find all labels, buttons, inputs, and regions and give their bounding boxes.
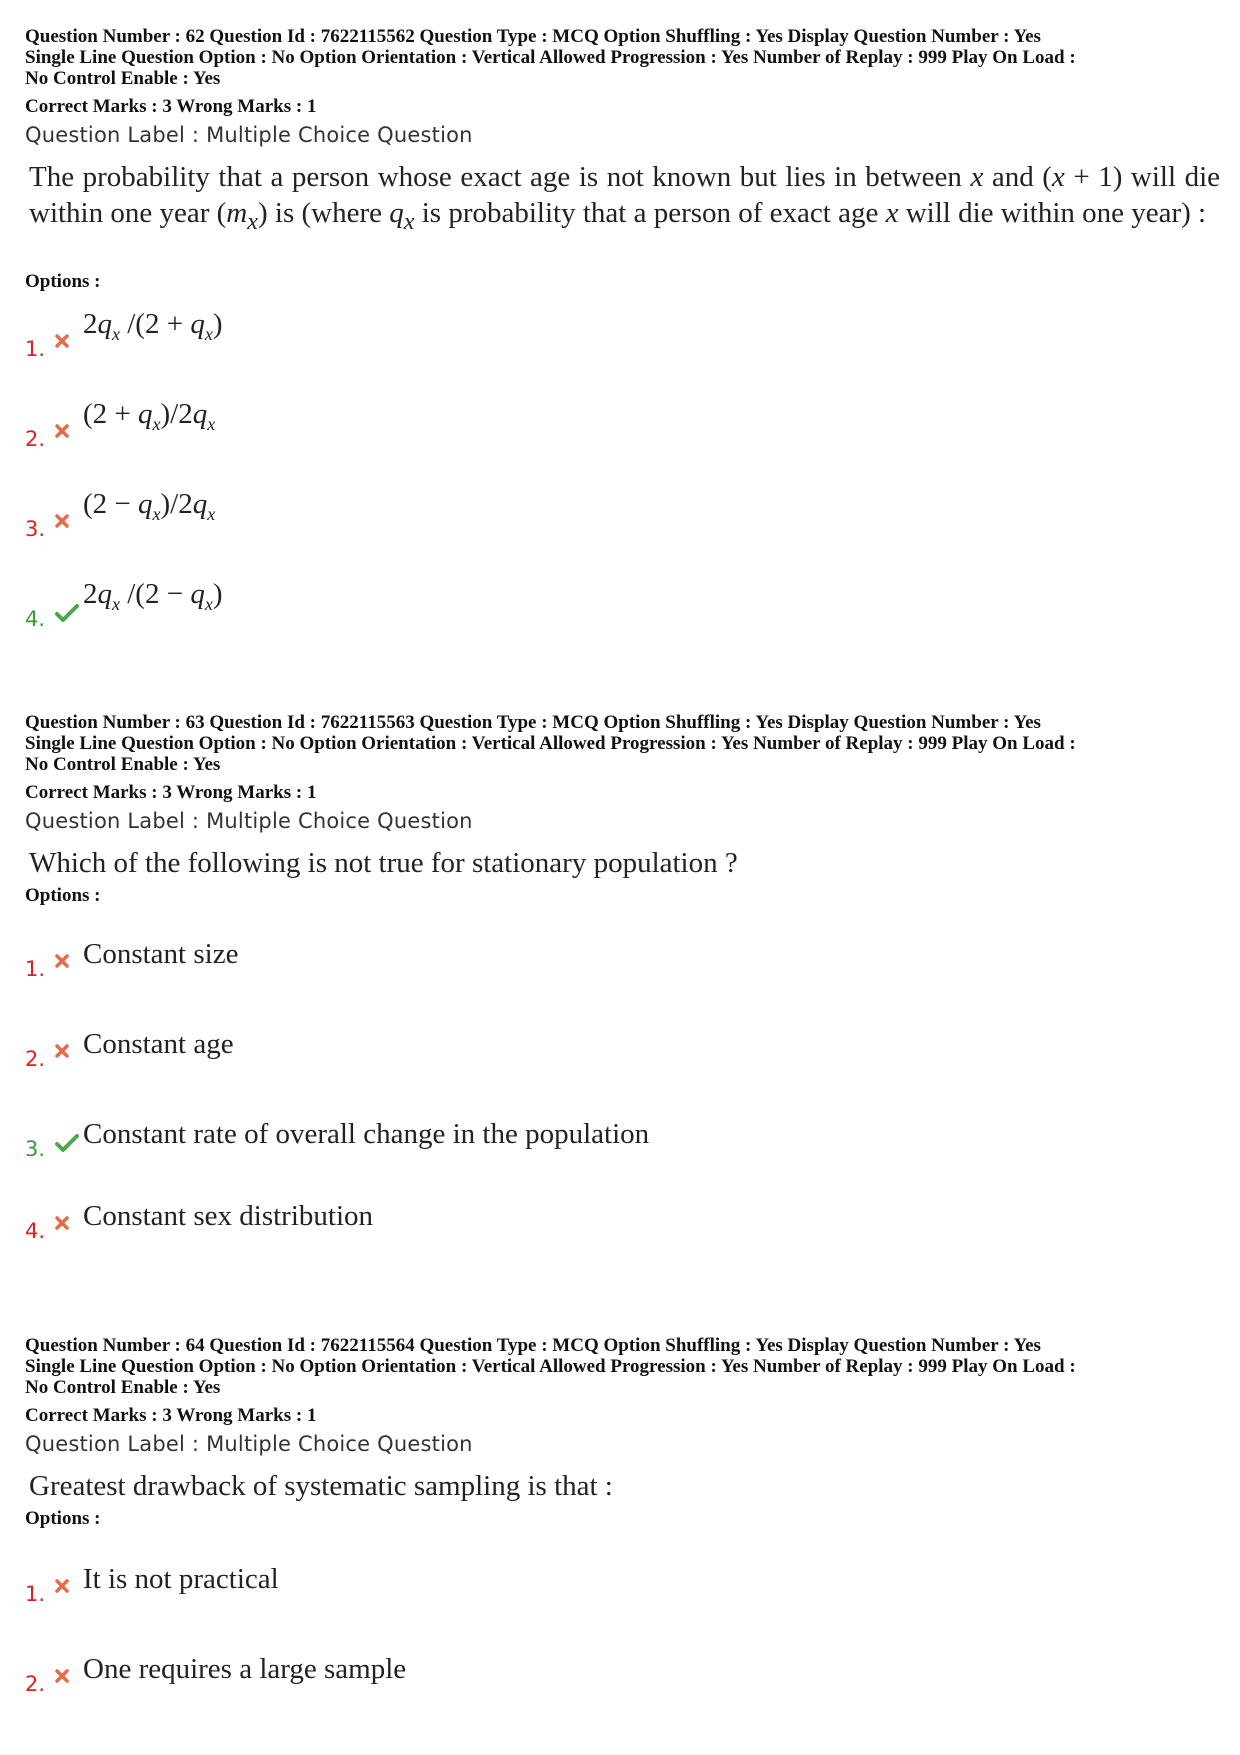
option-number: 1. — [25, 957, 46, 981]
option-item[interactable] — [25, 308, 223, 361]
question-block-62 — [25, 26, 1220, 293]
cross-icon — [55, 420, 83, 450]
option-item[interactable] — [25, 1120, 649, 1160]
option-number: 2. — [25, 1047, 46, 1071]
option-number: 3. — [25, 1137, 46, 1161]
meta-line: Question Number : 63 Question Id : 7622115563 Question Type : MCQ Option Shuffling : Yes Display Question Number : Yes — [25, 712, 1041, 733]
option-item[interactable] — [25, 398, 216, 451]
meta-line: No Control Enable : Yes — [25, 754, 221, 775]
meta-line: Single Line Question Option : No Option Orientation : Vertical Allowed Progression : Yes Number of Replay : 999 Play On Load : — [25, 733, 1076, 754]
question-label: Question Label : Multiple Choice Question — [25, 123, 473, 147]
option-item[interactable] — [25, 1030, 234, 1070]
option-text: $(2 + q_x)/2q_x$ — [83, 398, 216, 434]
cross-icon — [55, 1040, 83, 1070]
question-block-63 — [25, 712, 1220, 907]
options-heading: Options : — [25, 885, 101, 906]
meta-line: Question Number : 64 Question Id : 7622115564 Question Type : MCQ Option Shuffling : Yes Display Question Number : Yes — [25, 1335, 1041, 1356]
meta-line: No Control Enable : Yes — [25, 1377, 221, 1398]
option-number: 2. — [25, 1672, 46, 1696]
option-text: Constant age — [83, 1028, 234, 1060]
meta-line: Single Line Question Option : No Option Orientation : Vertical Allowed Progression : Yes Number of Replay : 999 Play On Load : — [25, 47, 1076, 68]
option-text: $2q_x$ $/(2 + q_x)$ — [83, 308, 223, 344]
option-item[interactable] — [25, 1655, 406, 1695]
checkmark-icon — [55, 1130, 83, 1160]
question-meta — [25, 712, 1220, 775]
option-item[interactable] — [25, 1202, 373, 1242]
question-label: Question Label : Multiple Choice Question — [25, 809, 473, 833]
question-text: Greatest drawback of systematic sampling is that : — [29, 1470, 613, 1502]
option-item[interactable] — [25, 488, 216, 541]
cross-icon — [55, 1212, 83, 1242]
cross-icon — [55, 510, 83, 540]
meta-line: No Control Enable : Yes — [25, 68, 221, 89]
checkmark-icon — [55, 600, 83, 630]
option-text: One requires a large sample — [83, 1653, 407, 1685]
option-text: Constant rate of overall change in the population — [83, 1118, 650, 1150]
meta-line: Question Number : 62 Question Id : 7622115562 Question Type : MCQ Option Shuffling : Yes Display Question Number : Yes — [25, 26, 1041, 47]
option-number: 3. — [25, 517, 46, 541]
question-meta — [25, 26, 1220, 89]
option-text: It is not practical — [83, 1563, 279, 1595]
cross-icon — [55, 330, 83, 360]
question-marks: Correct Marks : 3 Wrong Marks : 1 — [25, 782, 317, 803]
option-item[interactable] — [25, 578, 223, 631]
question-text: Which of the following is not true for stationary population ? — [29, 847, 738, 879]
question-text: The probability that a person whose exact age is not known but lies in between x and (x + 1) will die within one year $(m_x)$ is (where $q_x$ is probability that a person of exact age x will die within one year) : — [29, 161, 1221, 235]
option-number: 4. — [25, 607, 46, 631]
cross-icon — [55, 1575, 83, 1605]
option-number: 2. — [25, 427, 46, 451]
option-number: 1. — [25, 337, 46, 361]
question-marks: Correct Marks : 3 Wrong Marks : 1 — [25, 96, 317, 117]
meta-line: Single Line Question Option : No Option Orientation : Vertical Allowed Progression : Yes Number of Replay : 999 Play On Load : — [25, 1356, 1076, 1377]
question-meta — [25, 1335, 1220, 1398]
options-heading: Options : — [25, 1508, 101, 1529]
option-text: Constant sex distribution — [83, 1200, 373, 1232]
option-item[interactable] — [25, 940, 238, 980]
cross-icon — [55, 1665, 83, 1695]
question-block-64 — [25, 1335, 1220, 1530]
option-number: 1. — [25, 1582, 46, 1606]
option-item[interactable] — [25, 1565, 279, 1605]
option-text: Constant size — [83, 938, 239, 970]
option-text: $(2 - q_x)/2q_x$ — [83, 488, 216, 524]
options-heading: Options : — [25, 271, 101, 292]
option-text: $2q_x$ $/(2 - q_x)$ — [83, 578, 223, 614]
cross-icon — [55, 950, 83, 980]
question-label: Question Label : Multiple Choice Question — [25, 1432, 473, 1456]
question-marks: Correct Marks : 3 Wrong Marks : 1 — [25, 1405, 317, 1426]
option-number: 4. — [25, 1219, 46, 1243]
